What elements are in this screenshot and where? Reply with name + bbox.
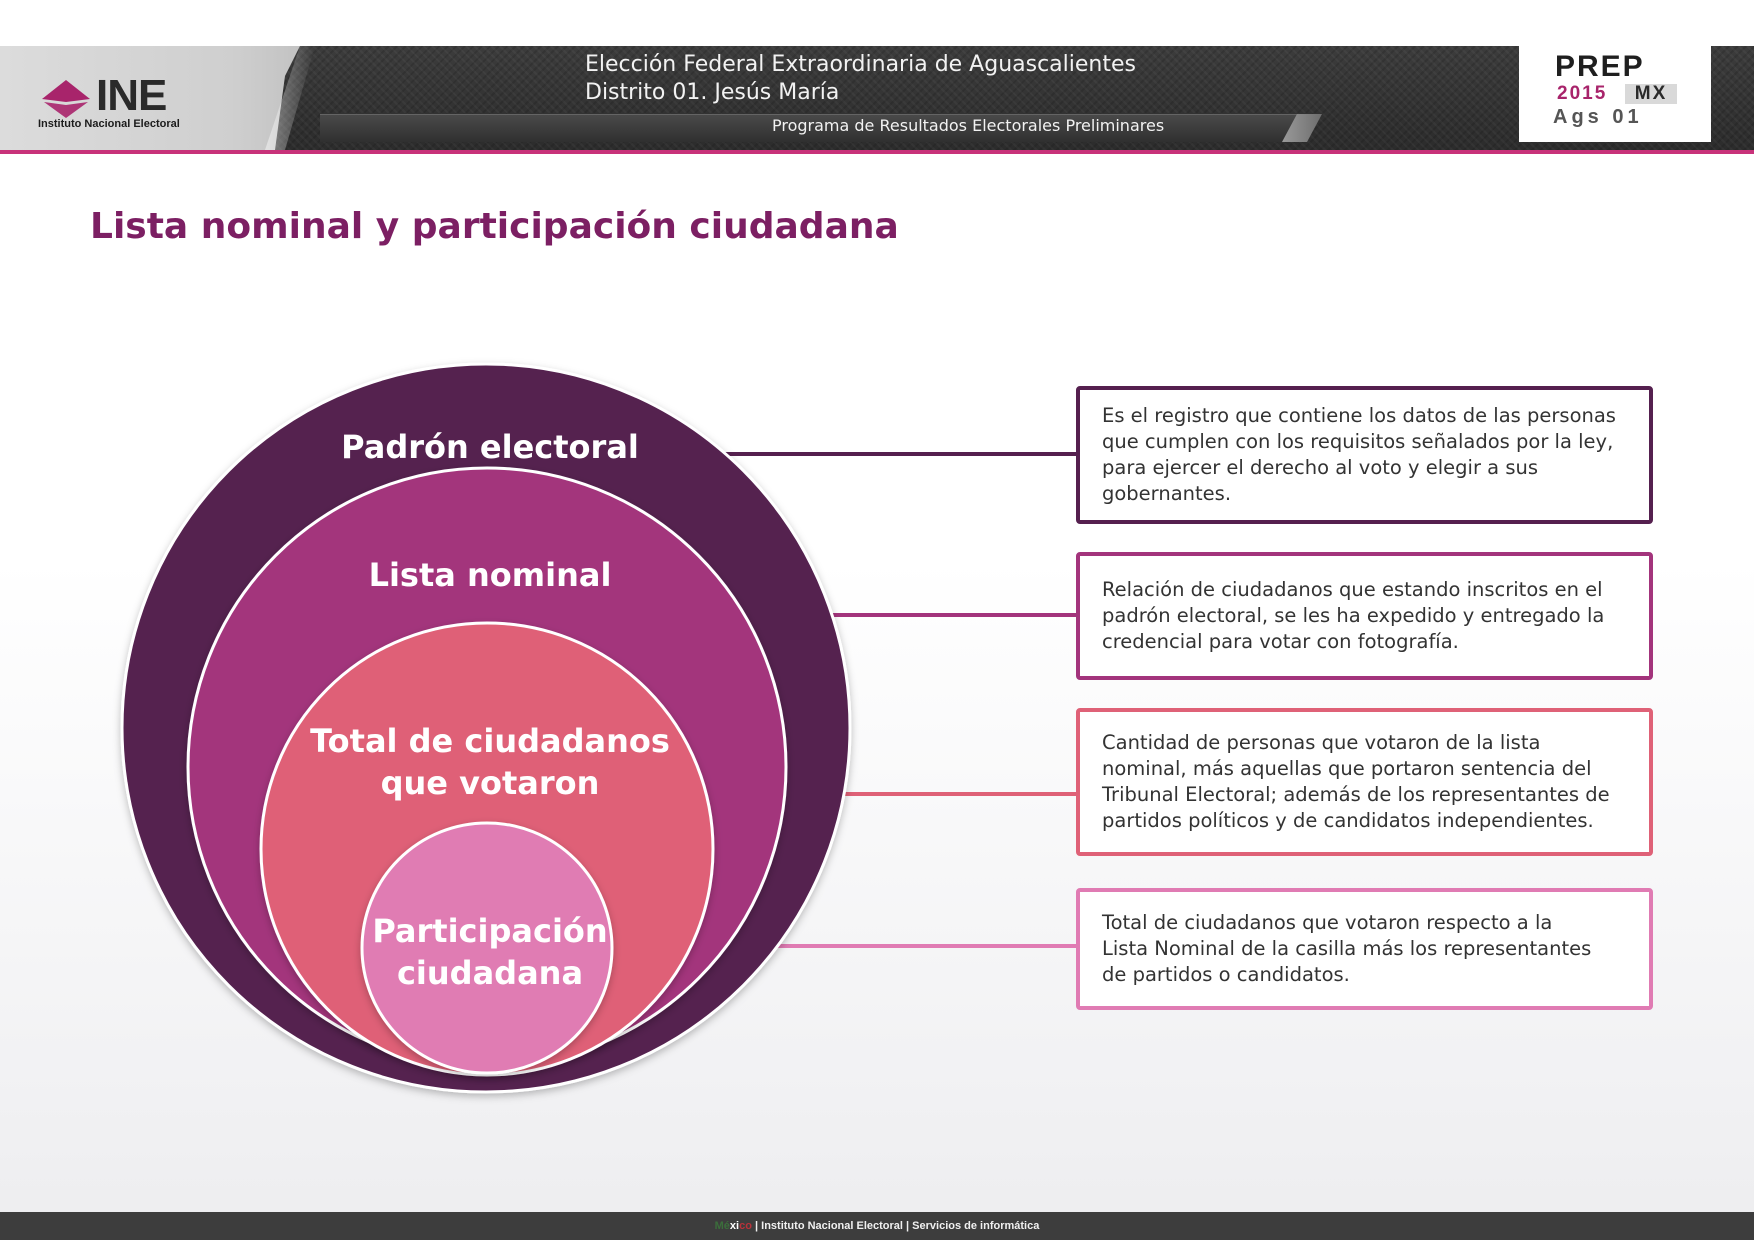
footer-service: Servicios de informática [912, 1220, 1040, 1232]
label-participacion-line2: ciudadana [396, 954, 584, 992]
definition-line: Es el registro que contiene los datos de las personas [1102, 404, 1616, 427]
definition-line: para ejercer el derecho al voto y elegir a sus [1102, 456, 1539, 479]
definition-text-lista [1102, 577, 1604, 655]
footer-mexico-part2: xi [729, 1220, 740, 1232]
label-padron-electoral: Padrón electoral [341, 428, 639, 466]
definition-text-padron [1102, 403, 1616, 507]
definition-line: Lista Nominal de la casilla más los representantes [1102, 937, 1592, 960]
definition-line: que cumplen con los requisitos señalados por la ley, [1102, 430, 1614, 453]
prep-badge-year: 2015 [1557, 83, 1608, 104]
label-lista-nominal: Lista nominal [368, 556, 612, 594]
label-participacion-line1: Participación [372, 912, 608, 950]
footer-bar [0, 1212, 1754, 1240]
ine-logo-subtitle: Instituto Nacional Electoral [38, 118, 180, 130]
label-total-votaron-line1: Total de ciudadanos [310, 722, 670, 760]
definition-text-votaron [1102, 730, 1610, 834]
definition-line: Tribunal Electoral; además de los representantes de [1102, 783, 1610, 806]
footer-mexico-part3: co [739, 1220, 752, 1232]
definition-line: partidos políticos y de candidatos independientes. [1102, 809, 1594, 832]
label-total-votaron-line2: que votaron [380, 764, 600, 802]
definition-line: Total de ciudadanos que votaron respecto a la [1102, 911, 1553, 934]
footer-mexico-part1: Mé [714, 1220, 730, 1232]
definition-line: credencial para votar con fotografía. [1102, 630, 1459, 653]
ine-logo-text: INE [96, 71, 167, 120]
definition-box-participacion [1076, 888, 1653, 1010]
prep-badge-district: Ags 01 [1553, 106, 1643, 128]
footer-separator: | [755, 1220, 759, 1232]
definition-line: Relación de ciudadanos que estando inscritos en el [1102, 578, 1603, 601]
definition-box-votaron [1076, 708, 1653, 856]
definition-text-participacion [1102, 910, 1591, 988]
definition-line: de partidos o candidatos. [1102, 963, 1350, 986]
footer-separator: | [906, 1220, 910, 1232]
definition-box-lista [1076, 552, 1653, 680]
definition-line: nominal, más aquellas que portaron sentencia del [1102, 757, 1592, 780]
prep-badge-country: MX [1625, 84, 1677, 104]
definition-line: gobernantes. [1102, 482, 1232, 505]
footer-org: Instituto Nacional Electoral [761, 1220, 903, 1232]
prep-badge-word: PREP [1555, 50, 1645, 83]
definition-line: padrón electoral, se les ha expedido y entregado la [1102, 604, 1605, 627]
district-title: Distrito 01. Jesús María [585, 80, 840, 105]
page-title: Lista nominal y participación ciudadana [90, 206, 899, 247]
definition-box-padron [1076, 386, 1653, 524]
election-title: Elección Federal Extraordinaria de Aguascalientes [585, 52, 1136, 77]
definition-line: Cantidad de personas que votaron de la lista [1102, 731, 1541, 754]
program-subtitle: Programa de Resultados Electorales Preliminares [772, 116, 1165, 135]
